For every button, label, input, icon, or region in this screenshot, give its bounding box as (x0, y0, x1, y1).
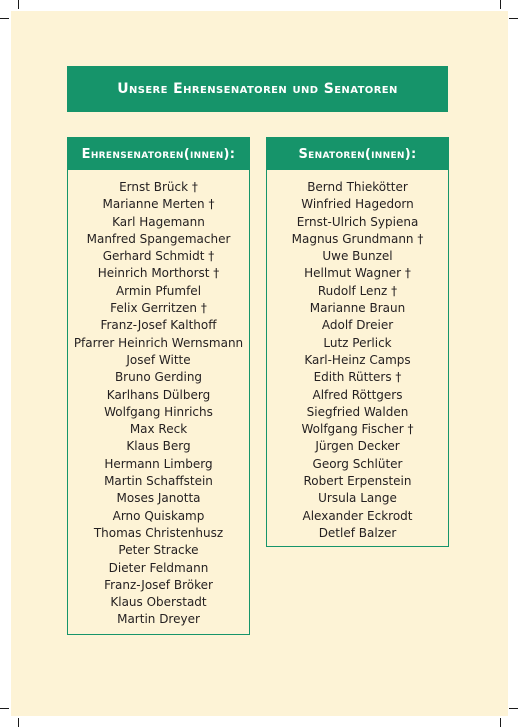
list-item: Josef Witte (126, 352, 191, 367)
list-item: Uwe Bunzel (322, 249, 393, 264)
list-item: Thomas Christenhusz (93, 525, 224, 540)
list-item: Georg Schlüter (312, 456, 403, 471)
list-item: Max Reck (129, 422, 188, 437)
senators-list (267, 170, 448, 542)
list-item: Alfred Röttgers (312, 387, 403, 402)
crop-mark (18, 718, 19, 727)
list-item: Edith Rütters † (313, 370, 402, 385)
honorary-senators-column (67, 137, 250, 635)
list-item: Bernd Thiekötter (307, 180, 408, 194)
list-item: Karl-Heinz Camps (304, 352, 411, 367)
list-item: Klaus Berg (126, 439, 191, 454)
list-item: Karl Hagemann (112, 214, 205, 229)
list-item: Heinrich Morthorst † (97, 266, 220, 281)
list-item: Adolf Dreier (321, 318, 394, 333)
list-item: Wolfgang Fischer † (301, 422, 414, 437)
crop-mark (500, 718, 501, 727)
list-item: Dieter Feldmann (108, 560, 209, 575)
crop-mark (0, 18, 9, 19)
list-item: Martin Dreyer (117, 612, 200, 627)
list-item: Moses Janotta (116, 491, 201, 506)
list-item: Ernst Brück † (119, 180, 198, 194)
list-item: Lutz Perlick (323, 335, 392, 350)
list-item: Marianne Merten † (102, 197, 215, 212)
list-item: Winfried Hagedorn (301, 197, 414, 212)
list-item: Wolfgang Hinrichs (104, 404, 213, 419)
list-item: Martin Schaffstein (104, 474, 213, 489)
list-item: Pfarrer Heinrich Wernsmann (73, 335, 244, 350)
list-item: Franz-Josef Bröker (104, 577, 213, 592)
crop-mark (509, 708, 518, 709)
list-item: Klaus Oberstadt (110, 595, 207, 610)
list-item: Karlhans Dülberg (106, 387, 211, 402)
crop-mark (500, 0, 501, 9)
senators-heading: Senatoren(innen): (267, 138, 448, 170)
page-title: Unsere Ehrensenatoren und Senatoren (67, 66, 448, 112)
honorary-senators-list (68, 170, 249, 629)
list-item: Jürgen Decker (315, 439, 400, 454)
list-item: Alexander Eckrodt (302, 508, 413, 523)
list-item: Franz-Josef Kalthoff (100, 318, 217, 333)
list-item: Hermann Limberg (104, 456, 213, 471)
crop-mark (18, 0, 19, 9)
list-item: Peter Stracke (118, 543, 199, 558)
list-item: Siegfried Walden (306, 404, 409, 419)
senators-column (266, 137, 449, 547)
honorary-senators-heading: Ehrensenatoren(innen): (68, 138, 249, 170)
list-item: Felix Gerritzen † (110, 301, 207, 316)
list-item: Magnus Grundmann † (291, 231, 424, 246)
list-item: Bruno Gerding (114, 370, 203, 385)
crop-mark (0, 708, 9, 709)
list-item: Hellmut Wagner † (304, 266, 411, 281)
list-item: Ernst-Ulrich Sypiena (296, 214, 419, 229)
list-item: Ursula Lange (318, 491, 397, 506)
crop-mark (509, 18, 518, 19)
list-item: Arno Quiskamp (112, 508, 205, 523)
list-item: Manfred Spangemacher (86, 231, 231, 246)
list-item: Robert Erpenstein (303, 474, 412, 489)
list-item: Armin Pfumfel (115, 283, 202, 298)
list-item: Marianne Braun (309, 301, 406, 316)
list-item: Gerhard Schmidt † (102, 249, 215, 264)
list-item: Rudolf Lenz † (317, 283, 398, 298)
list-item: Detlef Balzer (318, 525, 397, 540)
